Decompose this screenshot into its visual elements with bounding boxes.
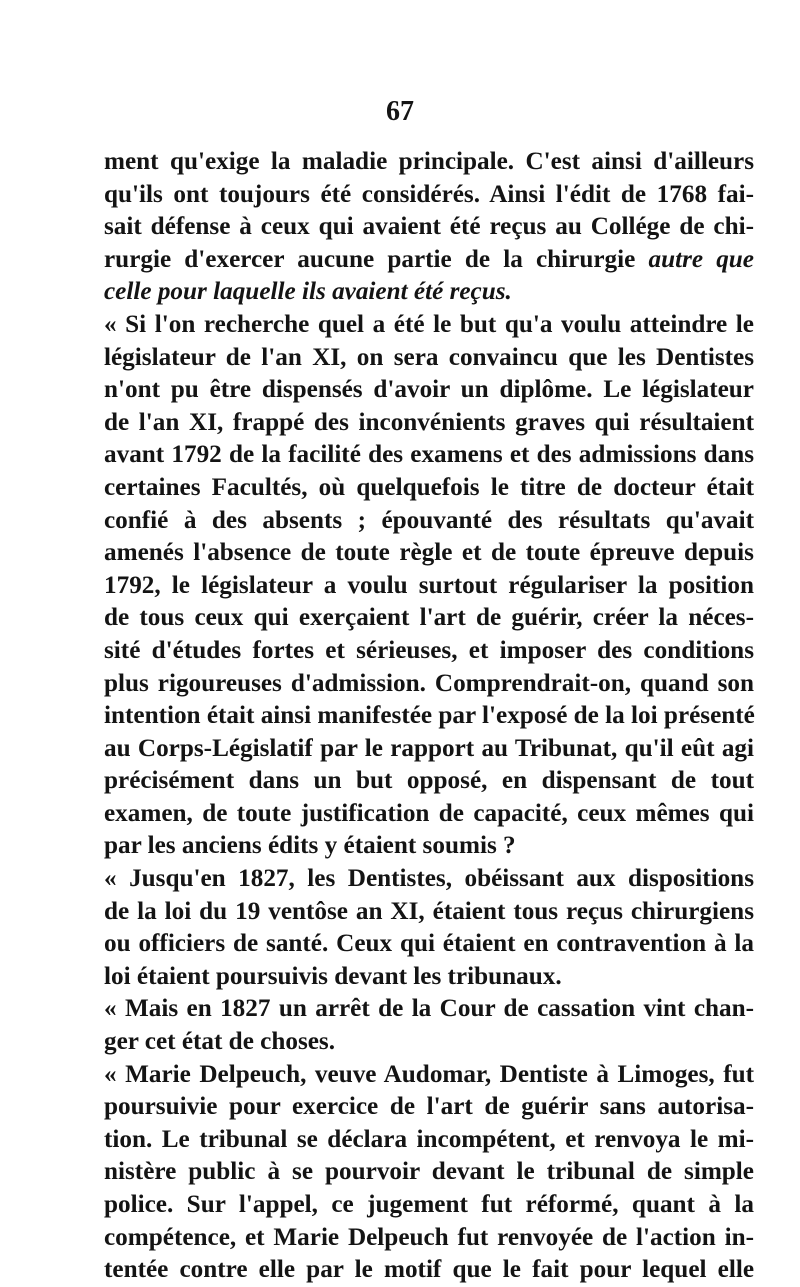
text-line: tion. Le tribunal se déclara incompétent, et renvoya le mi- [104,1125,754,1153]
text-line: « Si l'on recherche quel a été le but qu'a voulu atteindre le [104,310,754,338]
text-line: amenés l'absence de toute règle et de toute épreuve depuis [104,539,754,567]
text-line: de tous ceux qui exerçaient l'art de guérir, créer la néces- [104,604,754,632]
text-line: tentée contre elle par le motif que le fait pour lequel elle [104,1256,754,1284]
text-line: de l'an XI, frappé des inconvénients graves qui résultaient [104,408,754,436]
text-line: sait défense à ceux qui avaient été reçus au Collége de chi- [104,213,754,241]
text-line: au Corps-Législatif par le rapport au Tribunat, qu'il eût agi [104,734,754,762]
italic-text: autre que [648,245,754,273]
text-line: qu'ils ont toujours été considérés. Ainsi l'édit de 1768 fai- [104,180,754,208]
text-line: sité d'études fortes et sérieuses, et imposer des conditions [104,636,754,664]
body-text [104,146,754,1287]
text-line: nistère public à se pourvoir devant le tribunal de simple [104,1158,754,1186]
paragraph [104,146,754,309]
text-line: compétence, et Marie Delpeuch fut renvoyée de l'action in- [104,1223,754,1251]
text-line: intention était ainsi manifestée par l'exposé de la loi présenté [104,702,755,730]
text-line [104,276,754,309]
text-line: précisément dans un but opposé, en dispensant de tout [104,767,754,795]
text-line: ou officiers de santé. Ceux qui étaient en contravention à la [104,930,754,958]
text-line: loi étaient poursuivis devant les tribunaux. [104,962,562,990]
text-line: 1792, le législateur a voulu surtout régulariser la position [104,571,754,599]
text-line: plus rigoureuses d'admission. Comprendrait-on, quand son [104,669,754,697]
italic-text: celle pour laquelle ils avaient été reçus. [104,278,512,306]
page-number: 67 [386,96,414,127]
text-line: examen, de toute justification de capacité, ceux mêmes qui [104,799,754,827]
text-line: avant 1792 de la facilité des examens et des admissions dans [104,441,754,469]
text-line: législateur de l'an XI, on sera convaincu que les Dentistes [104,343,754,371]
text-line: « Jusqu'en 1827, les Dentistes, obéissant aux dispositions [104,865,754,893]
text-segment: rurgie d'exercer aucune partie de la chirurgie [104,245,636,273]
text-line: de la loi du 19 ventôse an XI, étaient tous reçus chirurgiens [104,897,754,925]
paragraph [104,993,754,1058]
paragraph [104,309,754,863]
text-line [104,244,754,277]
text-line: n'ont pu être dispensés d'avoir un diplôme. Le législateur [104,376,754,404]
text-line: par les anciens édits y étaient soumis ? [104,832,516,860]
text-line: confié à des absents ; épouvanté des résultats qu'avait [104,506,754,534]
text-line: police. Sur l'appel, ce jugement fut réformé, quant à la [104,1191,754,1218]
text-line: « Mais en 1827 un arrêt de la Cour de cassation vint chan- [104,995,754,1023]
paragraph [104,1059,754,1287]
text-line: « Marie Delpeuch, veuve Audomar, Dentiste à Limoges, fut [104,1060,754,1088]
paragraph [104,863,754,993]
text-line: certaines Facultés, où quelquefois le titre de docteur était [104,473,754,501]
text-line: ger cet état de choses. [104,1028,336,1056]
text-line: ment qu'exige la maladie principale. C'est ainsi d'ailleurs [104,148,754,175]
text-line: poursuivie pour exercice de l'art de guérir sans autorisa- [104,1093,754,1121]
